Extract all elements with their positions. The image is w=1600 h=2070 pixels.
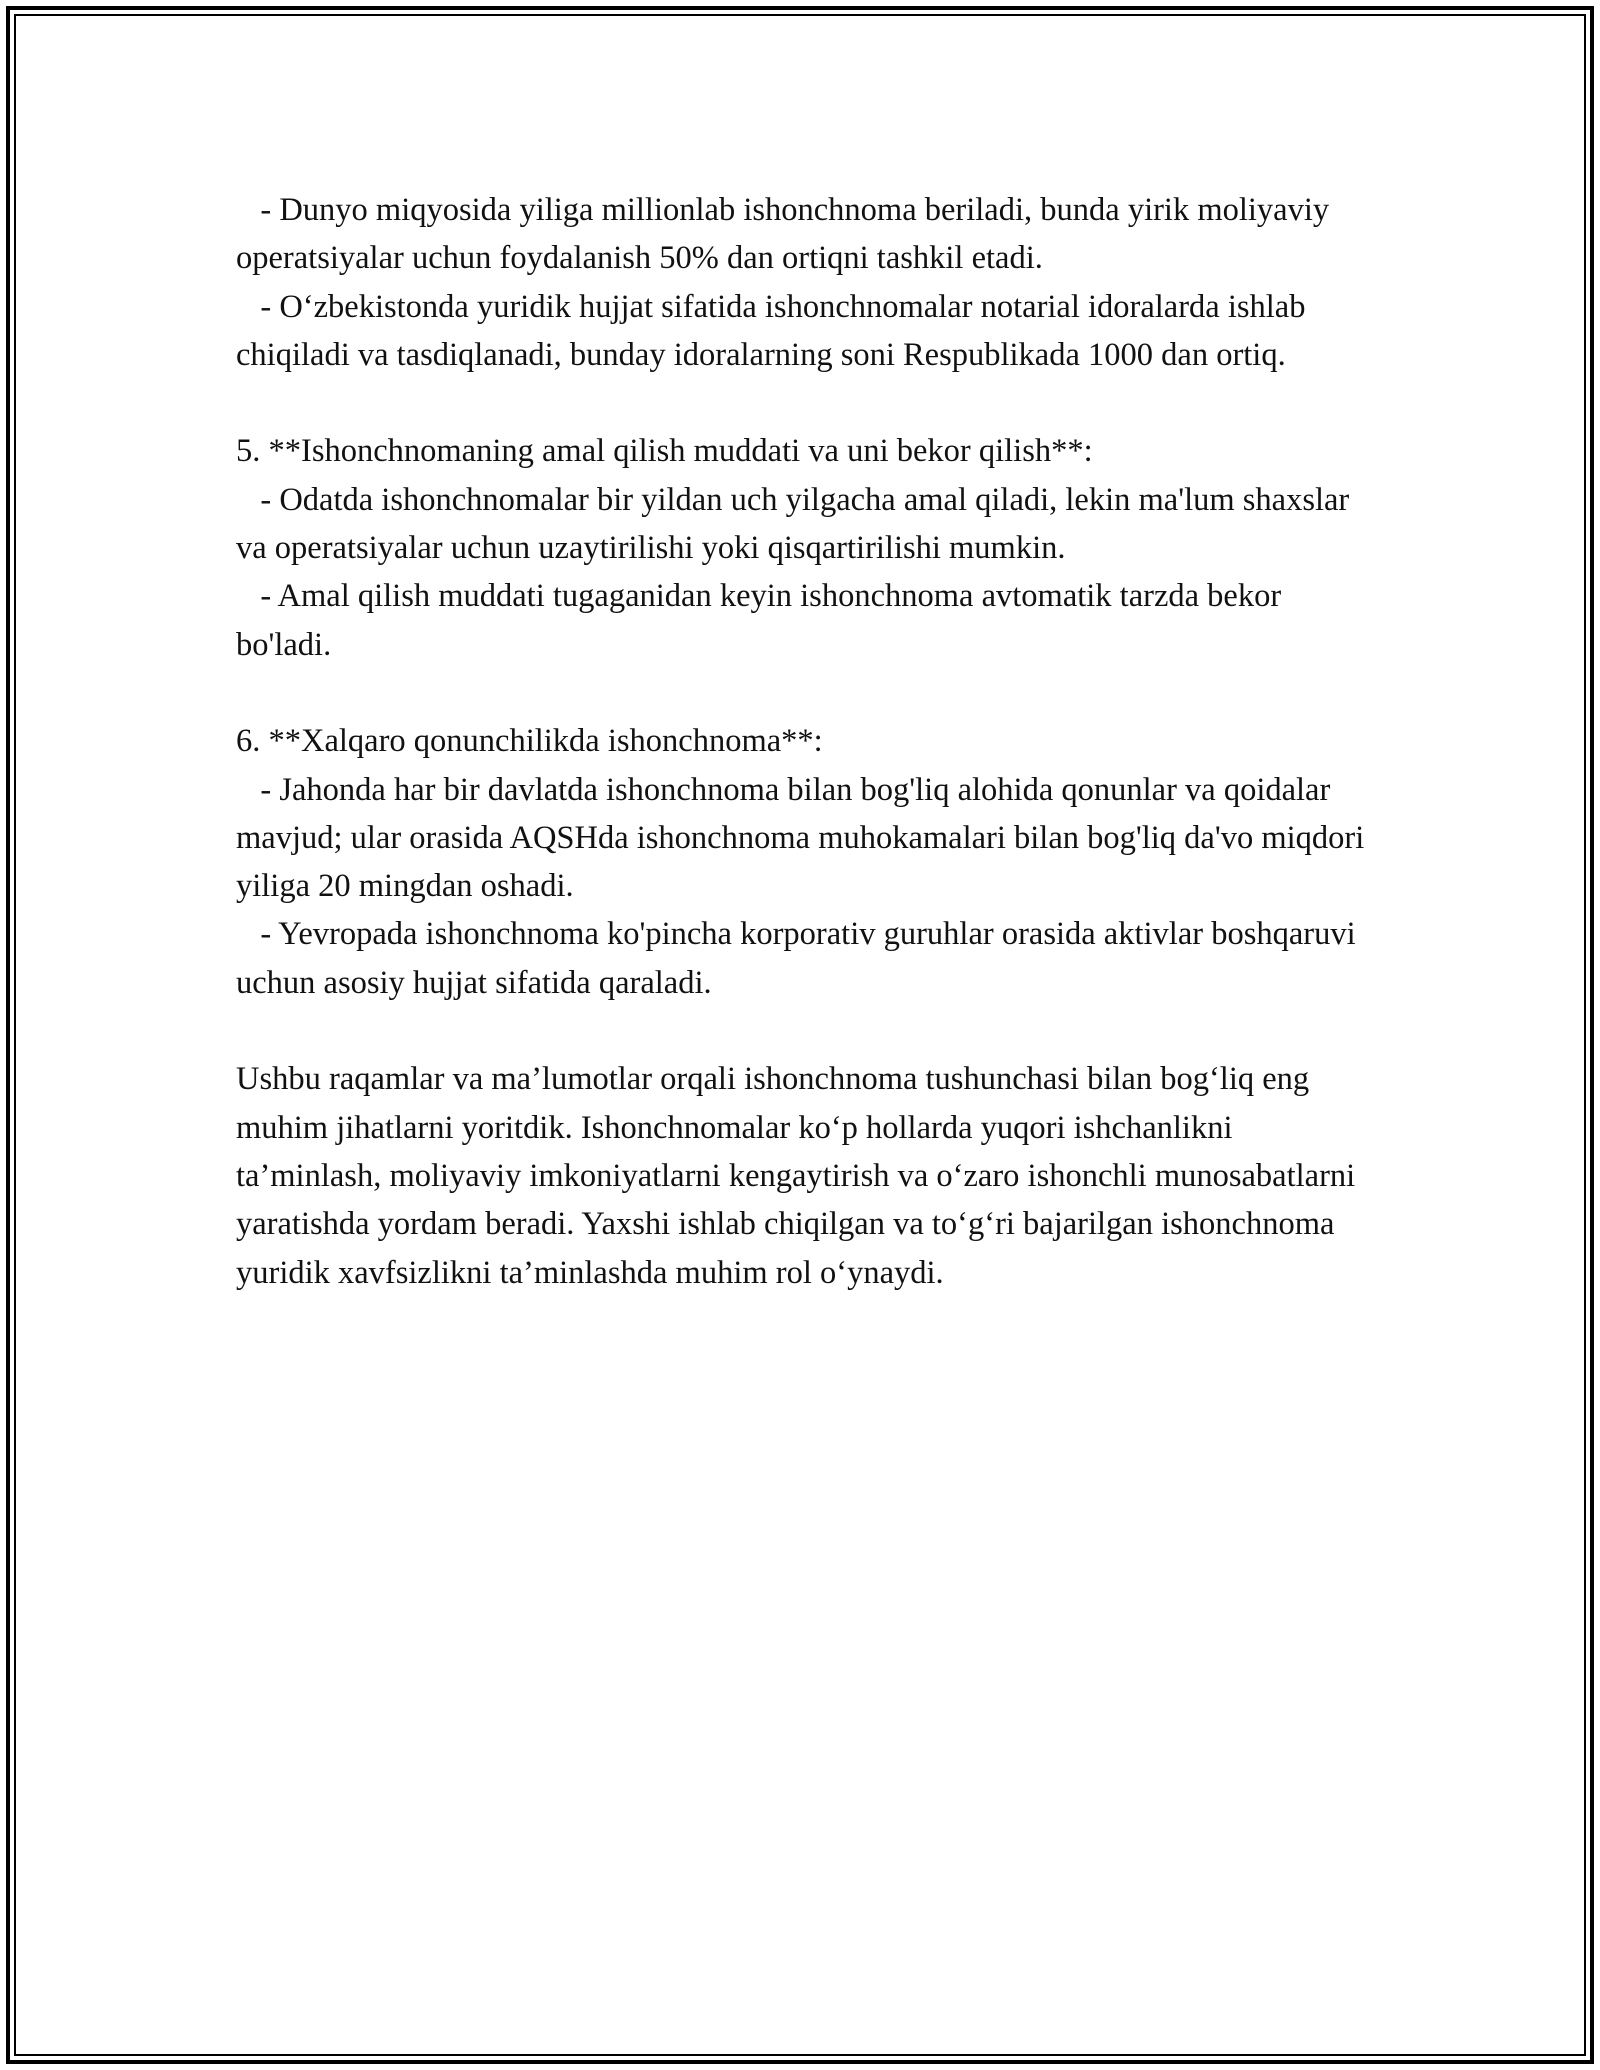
section-heading: 6. **Xalqaro qonunchilikda ishonchnoma**: — [236, 723, 823, 760]
bullet-item: - Jahonda har bir davlatda ishonchnoma bilan bog'liq alohida qonunlar va qoidalar mavjud; ular orasida AQSHda ishonchnoma muhokamalari bilan bog'liq da'vo miqdori yiliga 20 mingdan oshadi. — [236, 771, 1373, 905]
bullet-item: - Yevropada ishonchnoma ko'pincha korporativ guruhlar orasida aktivlar boshqaruvi uchun asosiy hujjat sifatida qaraladi. — [236, 916, 1364, 1001]
section-heading: 5. **Ishonchnomaning amal qilish muddati va uni bekor qilish**: — [236, 433, 1093, 470]
bullet-item: - O‘zbekistonda yuridik hujjat sifatida ishonchnomalar notarial idoralarda ishlab chiqiladi va tasdiqlanadi, bunday idoralarning soni Respublikada 1000 dan ortiq. — [236, 288, 1314, 373]
paragraph-spacer — [236, 669, 1376, 717]
paragraph-spacer — [236, 379, 1376, 427]
paragraph-spacer — [236, 1007, 1376, 1055]
conclusion-paragraph: Ushbu raqamlar va ma’lumotlar orqali ishonchnoma tushunchasi bilan bog‘liq eng muhim jihatlarni yoritdik. Ishonchnomalar ko‘p hollarda yuqori ishchanlikni ta’minlash, moliyaviy imkoniyatlarni kengaytirish va o‘zaro ishonchli munosabatlarni yaratishda yordam beradi. Yaxshi ishlab chiqilgan va to‘g‘ri bajarilgan ishonchnoma yuridik xavfsizlikni ta’minlashda muhim rol o‘ynaydi. — [236, 1061, 1364, 1291]
bullet-item: - Amal qilish muddati tugaganidan keyin ishonchnoma avtomatik tarzda bekor bo'ladi. — [236, 578, 1290, 663]
bullet-item: - Odatda ishonchnomalar bir yildan uch yilgacha amal qiladi, lekin ma'lum shaxslar va operatsiyalar uchun uzaytirilishi yoki qisqartirilishi mumkin. — [236, 481, 1358, 567]
document-body — [236, 186, 1376, 1297]
bullet-item: - Dunyo miqyosida yiliga millionlab ishonchnoma beriladi, bunda yirik moliyaviy operatsiyalar uchun foydalanish 50% dan ortiqni tashkil etadi. — [236, 192, 1338, 277]
